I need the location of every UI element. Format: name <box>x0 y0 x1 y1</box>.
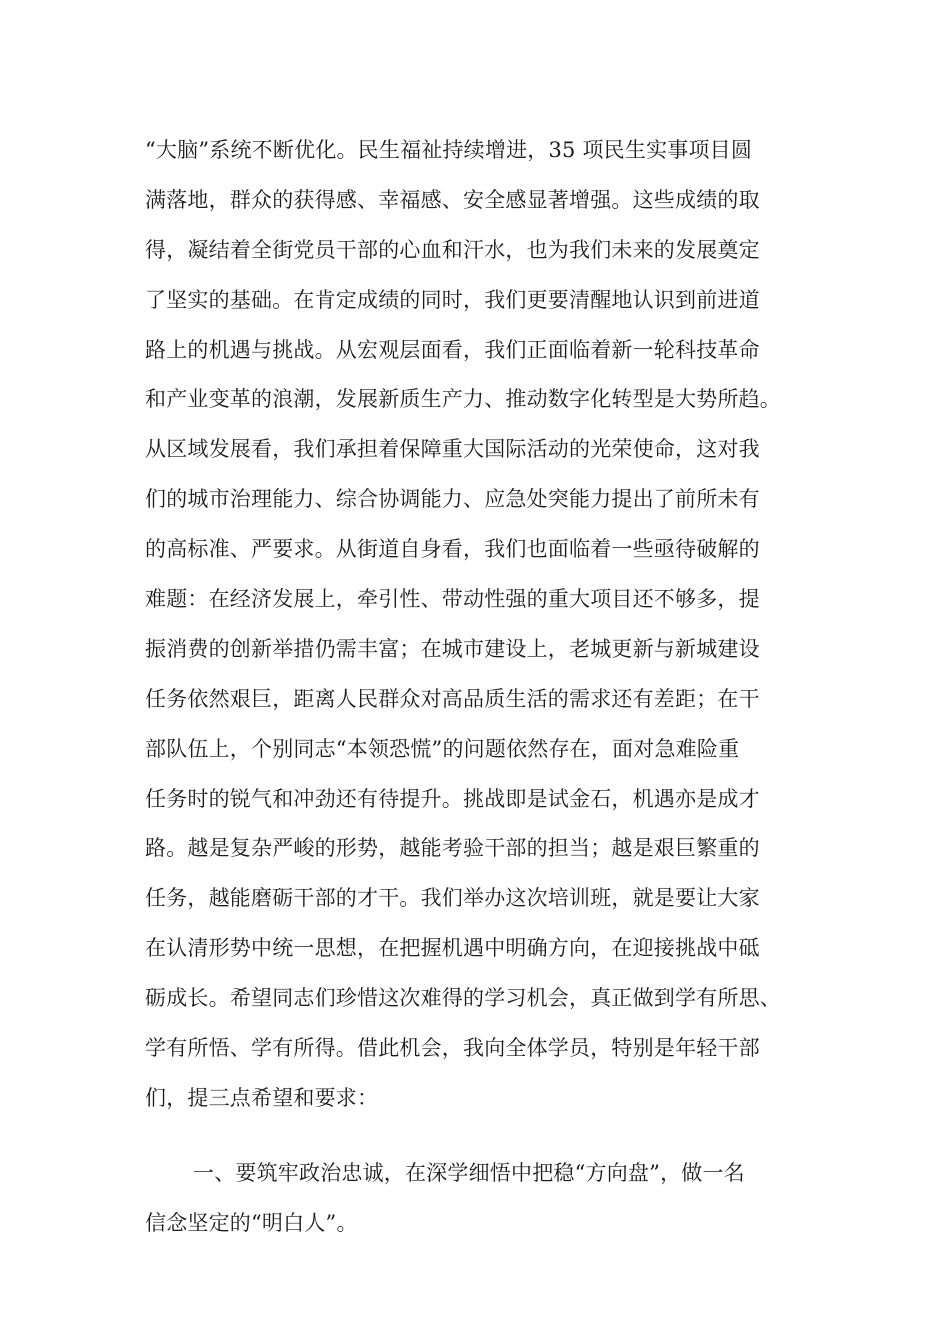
text-line: 们的城市治理能力、综合协调能力、应急处突能力提出了前所未有 <box>145 487 760 512</box>
text-line: 任务，越能磨砺干部的才干。我们举办这次培训班，就是要让大家 <box>145 886 760 911</box>
text-line: 难题：在经济发展上，牵引性、带动性强的重大项目还不够多，提 <box>145 587 760 612</box>
heading-line: 一、要筑牢政治忠诚，在深学细悟中把稳“方向盘”，做一名 <box>193 1160 745 1185</box>
text-line: 部队伍上，个别同志“本领恐慌”的问题依然存在，面对急难险重 <box>145 736 740 761</box>
text-line: 从区域发展看，我们承担着保障重大国际活动的光荣使命，这对我 <box>145 437 760 462</box>
text-line: 满落地，群众的获得感、幸福感、安全感显著增强。这些成绩的取 <box>145 187 760 212</box>
text-line: 振消费的创新举措仍需丰富；在城市建设上，老城更新与新城建设 <box>145 636 760 661</box>
paragraph <box>145 126 813 1124</box>
text-line: 任务时的锐气和冲劲还有待提升。挑战即是试金石，机遇亦是成才 <box>145 786 760 811</box>
text-line: 任务依然艰巨，距离人民群众对高品质生活的需求还有差距；在干 <box>145 686 760 711</box>
text-line: 学有所悟、学有所得。借此机会，我向全体学员，特别是年轻干部 <box>145 1036 760 1061</box>
text-line: 在认清形势中统一思想，在把握机遇中明确方向，在迎接挑战中砥 <box>145 936 760 961</box>
section-heading <box>145 1149 813 1249</box>
text-line: 路上的机遇与挑战。从宏观层面看，我们正面临着新一轮科技革命 <box>145 337 760 362</box>
text-line: “大脑”系统不断优化。民生福祉持续增进，35 项民生实事项目圆 <box>145 138 753 162</box>
heading-line: 信念坚定的“明白人”。 <box>145 1210 358 1235</box>
text-line: 们，提三点希望和要求： <box>145 1085 379 1110</box>
document-body <box>145 126 813 1249</box>
text-line: 了坚实的基础。在肯定成绩的同时，我们更要清醒地认识到前进道 <box>145 287 760 312</box>
text-line: 的高标准、严要求。从街道自身看，我们也面临着一些亟待破解的 <box>145 537 760 562</box>
text-line: 路。越是复杂严峻的形势，越能考验干部的担当；越是艰巨繁重的 <box>145 836 760 861</box>
paragraph-gap <box>145 1124 813 1149</box>
text-line: 砺成长。希望同志们珍惜这次难得的学习机会，真正做到学有所思、 <box>145 986 781 1011</box>
text-line: 和产业变革的浪潮，发展新质生产力、推动数字化转型是大势所趋。 <box>145 387 781 412</box>
text-line: 得，凝结着全街党员干部的心血和汗水，也为我们未来的发展奠定 <box>145 237 760 262</box>
